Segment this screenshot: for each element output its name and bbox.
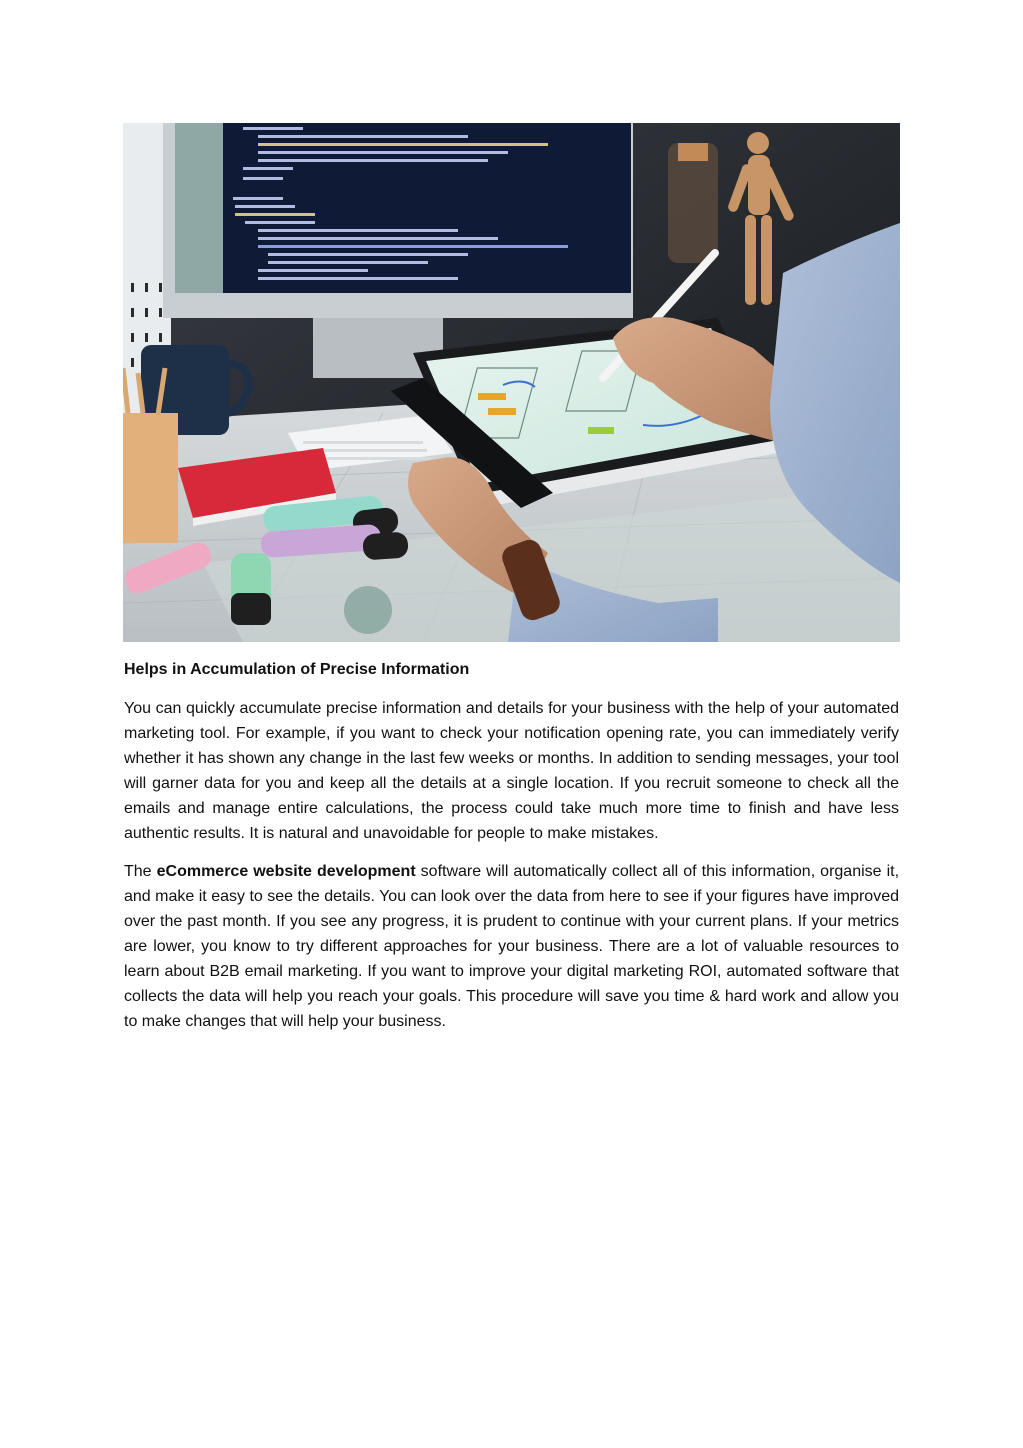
ecommerce-link-text: eCommerce website development <box>156 863 416 880</box>
paragraph-2-rest: software will automatically collect all of this information, organise it, and make it easy to see the details. You can look over the data from here to see if your figures have improved over the past month. If you see any progress, it is prudent to continue with your current plans. If your metrics are lower, you know to try different approaches for your business. There are a lot of valuable resources to learn about B2B email marketing. If you want to improve your digital marketing ROI, automated software that collects the data will help you reach your goals. This procedure will save you time & hard work and allow you to make changes that will help your business. <box>124 863 900 1030</box>
paragraph-2 <box>124 859 899 1034</box>
hero-photo-illustration <box>123 123 900 642</box>
paragraph-2-lead: The <box>124 863 157 880</box>
hero-photo <box>123 123 900 642</box>
section-heading: Helps in Accumulation of Precise Information <box>124 661 470 678</box>
article-body <box>124 658 899 1047</box>
paragraph-1: You can quickly accumulate precise information and details for your business with the help of your automated marketing tool. For example, if you want to check your notification opening rate, you can immediately verify whether it has shown any change in the last few weeks or months. In addition to sending messages, your tool will garner data for you and keep all the details at a single location. If you recruit someone to check all the emails and manage entire calculations, the process could take much more time to finish and have less authentic results. It is natural and unavoidable for people to make mistakes. <box>124 700 899 842</box>
